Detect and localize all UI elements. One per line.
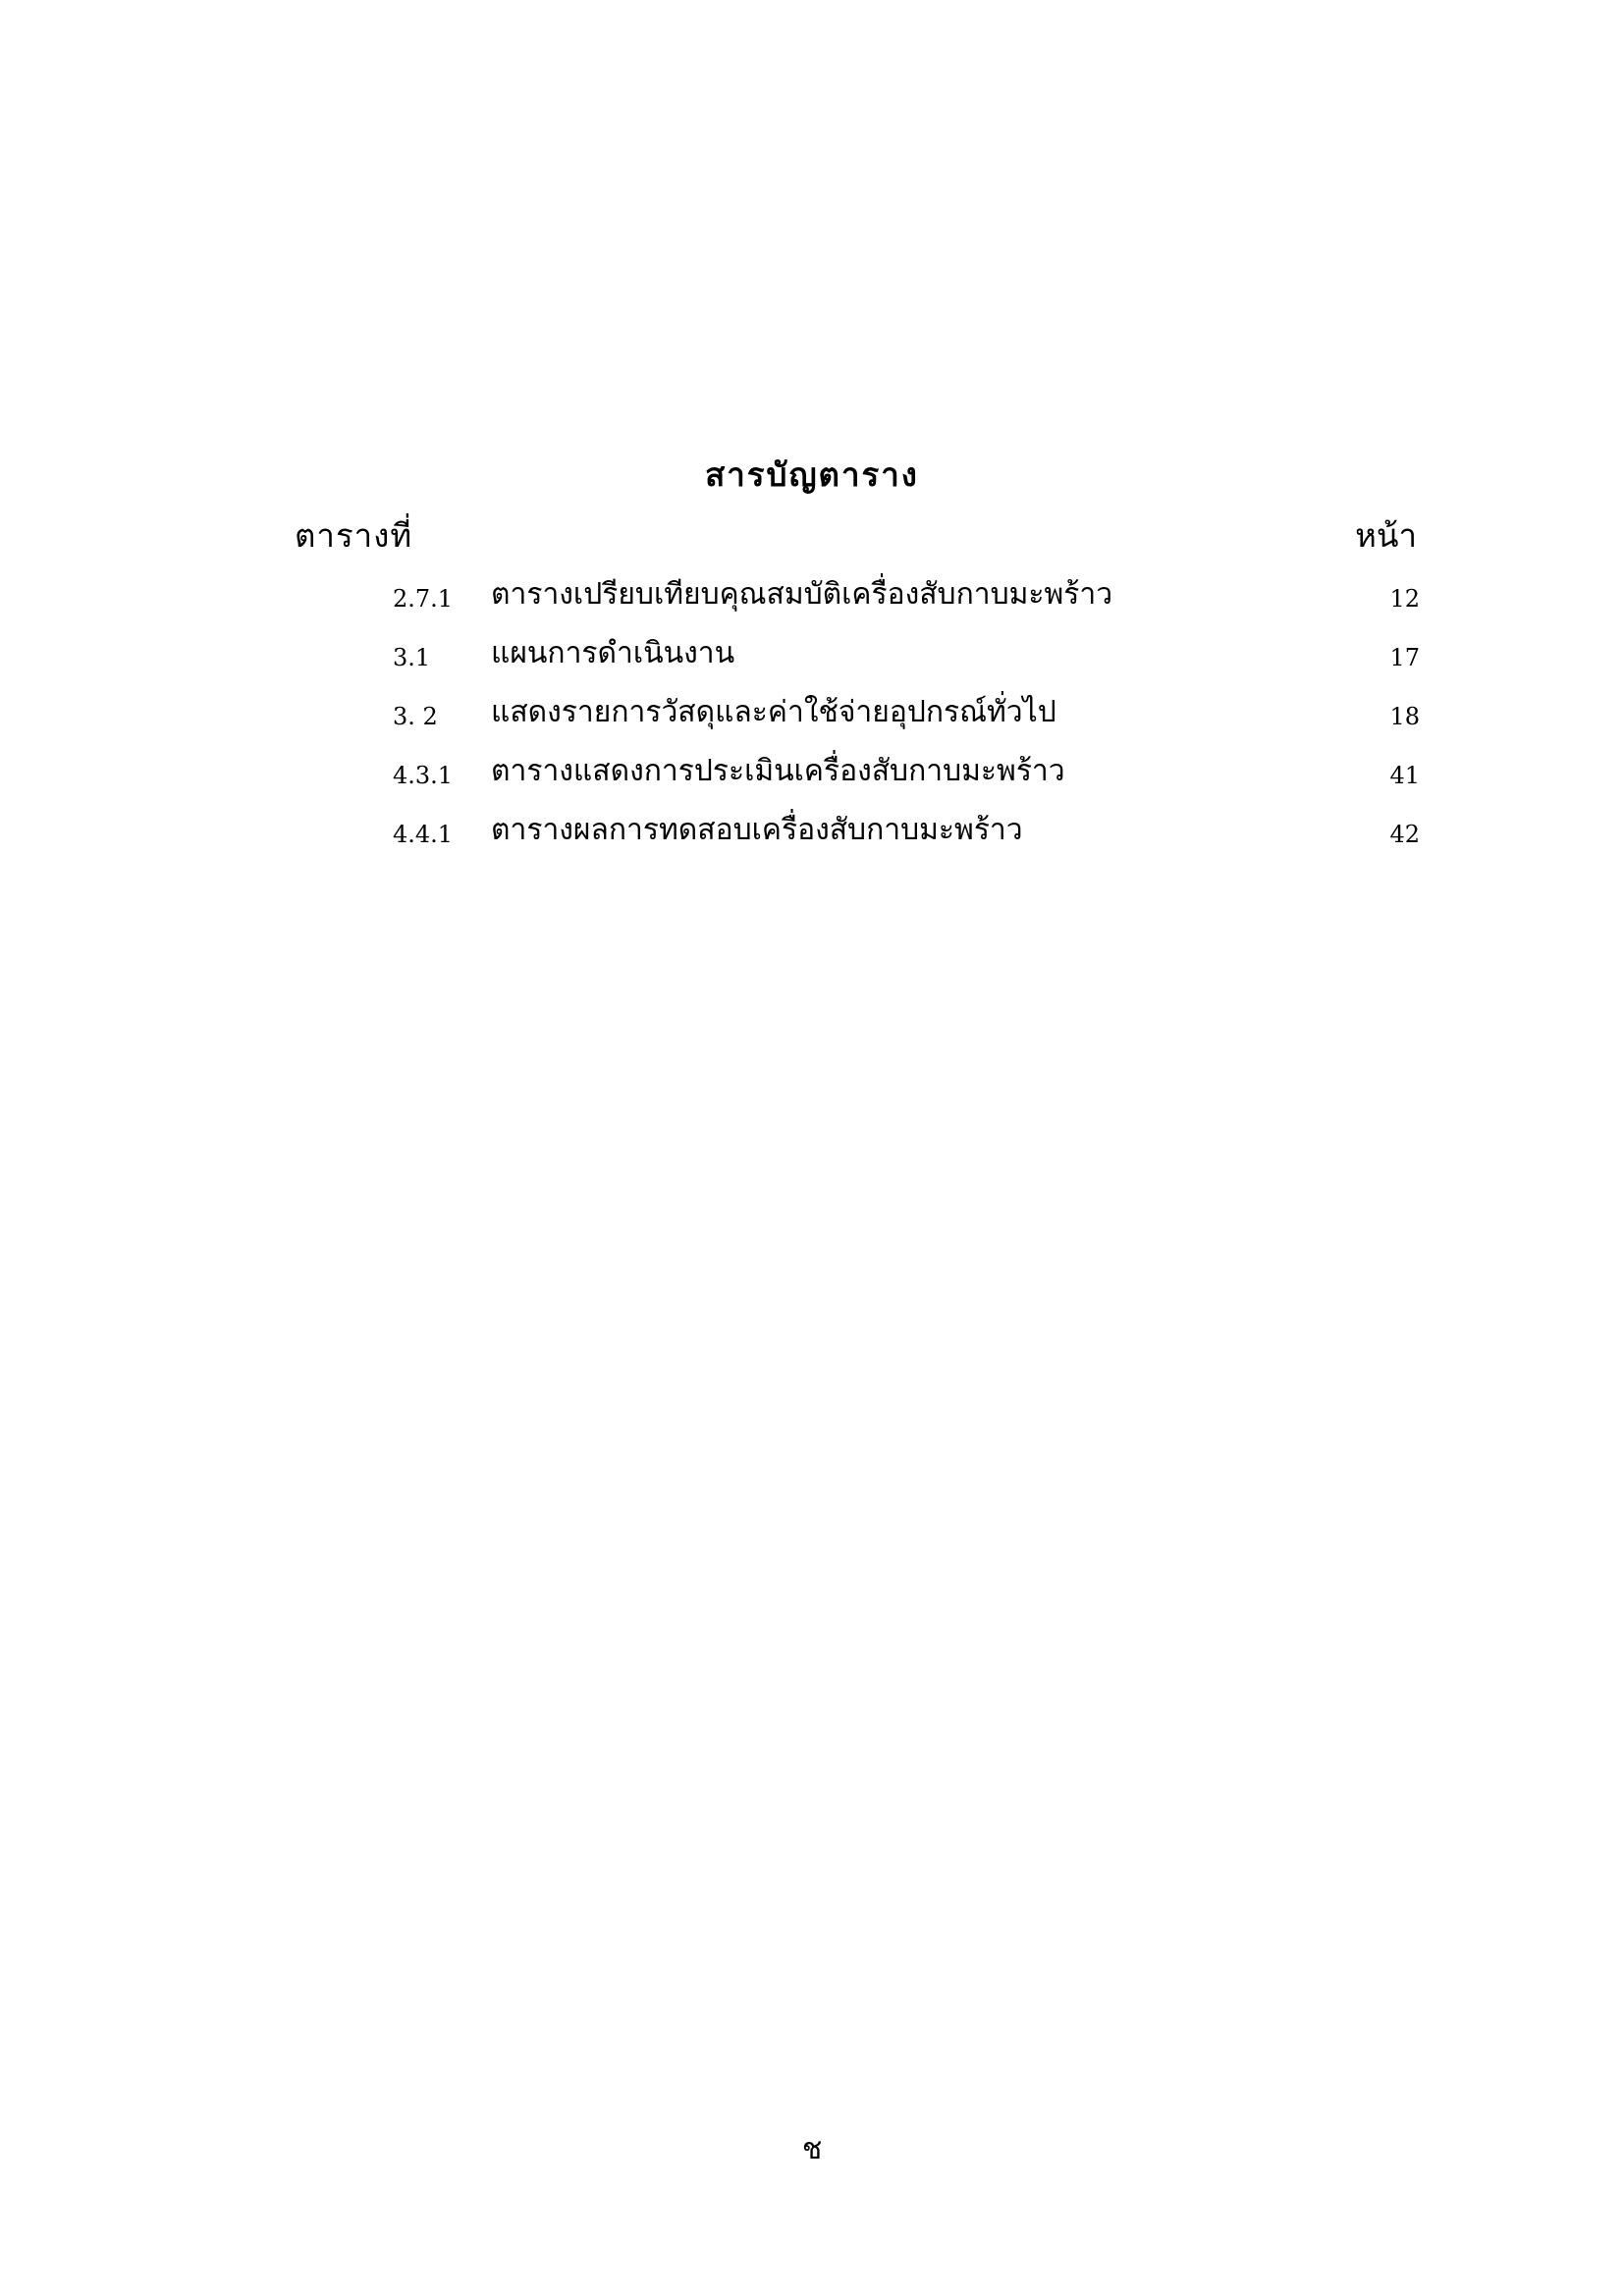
- table-number: 3. 2: [393, 703, 438, 730]
- page-number: 42: [1389, 821, 1420, 848]
- list-item: [0, 573, 1624, 632]
- table-number: 2.7.1: [393, 585, 454, 613]
- list-item: [0, 691, 1624, 750]
- page-number: 12: [1389, 585, 1420, 613]
- table-number-column-header: ตารางที่: [295, 516, 413, 555]
- table-caption: ตารางเปรียบเทียบคุณสมบัติเครื่องสับกาบมะพร้าว: [491, 577, 1113, 612]
- page-footer-number: ช: [801, 2132, 823, 2166]
- table-of-contents-list: [0, 573, 1624, 868]
- table-caption: ตารางผลการทดสอบเครื่องสับกาบมะพร้าว: [491, 813, 1023, 847]
- page-column-header: หน้า: [1355, 516, 1417, 555]
- page-number: 41: [1389, 762, 1420, 789]
- table-caption: แสดงรายการวัสดุและค่าใช้จ่ายอุปกรณ์ทั่วไป: [491, 695, 1056, 729]
- table-caption: ตารางแสดงการประเมินเครื่องสับกาบมะพร้าว: [491, 754, 1065, 788]
- list-item: [0, 750, 1624, 809]
- list-item: [0, 809, 1624, 868]
- table-number: 3.1: [393, 644, 431, 671]
- page-number: 17: [1389, 644, 1420, 671]
- list-item: [0, 632, 1624, 691]
- table-caption: แผนการดำเนินงาน: [491, 636, 735, 670]
- page-number: 18: [1389, 703, 1420, 730]
- table-number: 4.3.1: [393, 762, 454, 789]
- page-title: สารบัญตาราง: [705, 455, 919, 494]
- table-number: 4.4.1: [393, 821, 454, 848]
